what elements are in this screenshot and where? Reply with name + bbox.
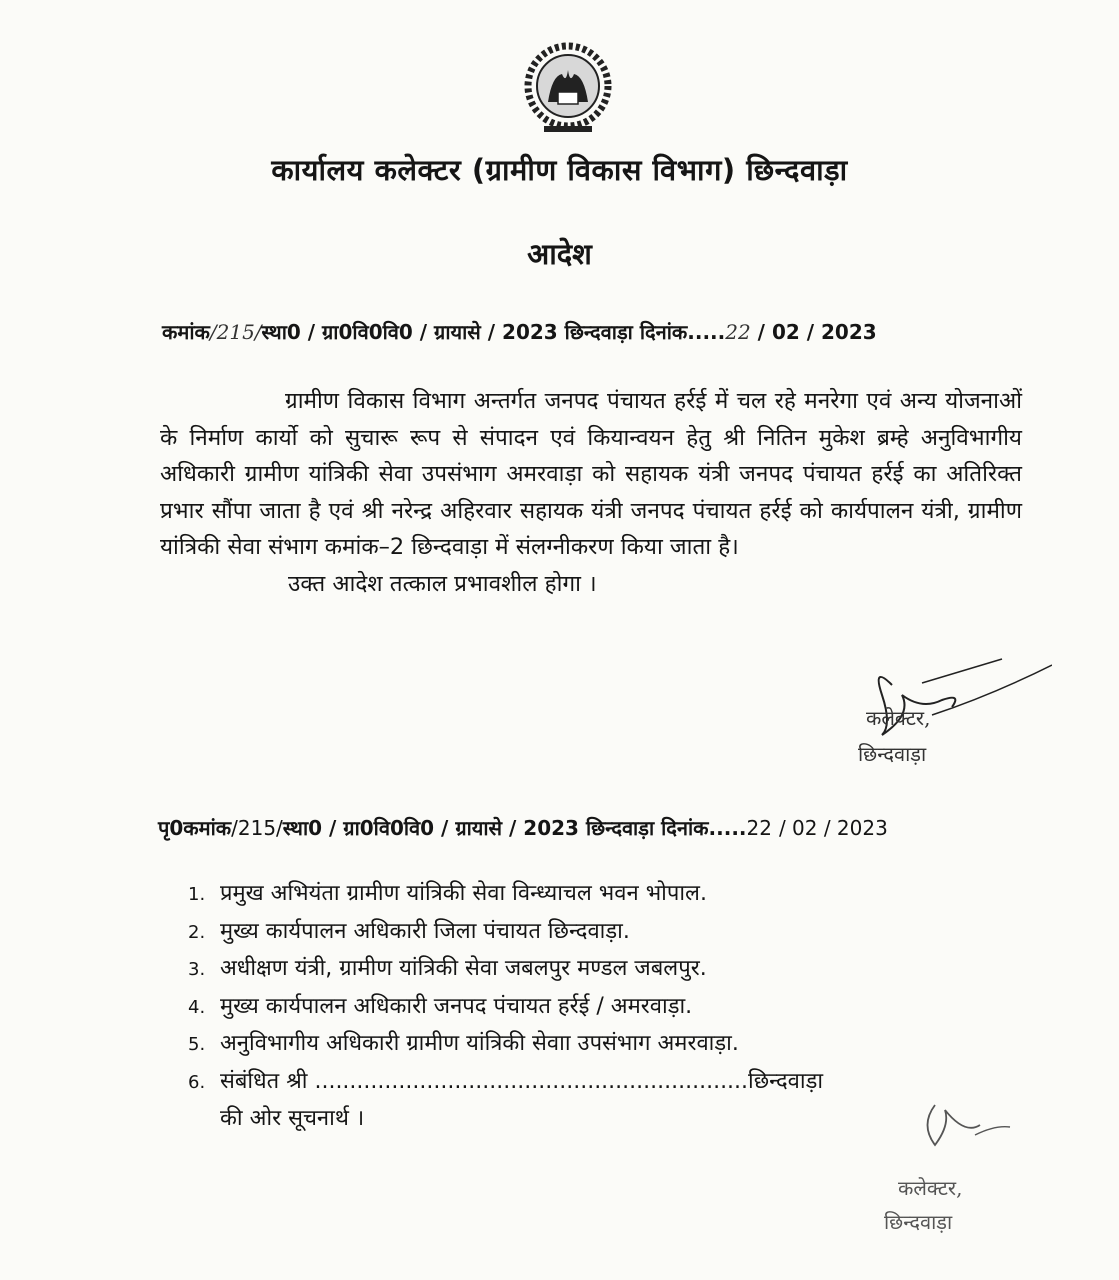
distribution-closing: की ओर सूचनार्थ । (220, 1106, 365, 1131)
copy-reference-line (158, 814, 1058, 841)
list-item: 6. संबंधित श्री ..............................................................छिन्दवाड़ा (188, 1068, 824, 1094)
reference-handwritten-day: 22 (725, 320, 751, 344)
order-paragraph: ग्रामीण विकास विभाग अन्तर्गत जनपद पंचायत हर्रई में चल रहे मनरेगा एवं अन्य योजनाओं के निर्माण कार्यो को सुचारू रूप से संपादन एवं कियान्वयन हेतु श्री नितिन मुकेश ब्रम्हे अनुविभागीय अधिकारी ग्रामीण यांत्रिकी सेवा उपसंभाग अमरवाड़ा को सहायक यंत्री जनपद पंचायत हर्रई का अतिरिक्त प्रभार सौंपा जाता है एवं श्री नरेन्द्र अहिरवार सहायक यंत्री जनपद पंचायत हर्रई को कार्यपालन यंत्री, ग्रामीण यांत्रिकी सेवा संभाग कमांक–2 छिन्दवाड़ा में संलग्नीकरण किया जाता है। (160, 388, 1022, 560)
order-reference-line (162, 318, 1062, 345)
reference-date-suffix: / 02 / 2023 (757, 320, 877, 344)
signature1-place: छिन्दवाड़ा (858, 742, 927, 766)
order-heading: आदेश (527, 237, 592, 271)
copy-reference-handwritten-number: /215/ (231, 816, 283, 840)
signature2-designation: कलेक्टर, (898, 1176, 963, 1200)
list-item: 5. अनुविभागीय अधिकारी ग्रामीण यांत्रिकी सेवाा उपसंभाग अमरवाड़ा. (188, 1031, 739, 1056)
office-title: कार्यालय कलेक्टर (ग्रामीण विकास विभाग) छिन्दवाड़ा (271, 153, 848, 187)
reference-prefix: कमांक (162, 320, 210, 344)
list-item: 3. अधीक्षण यंत्री, ग्रामीण यांत्रिकी सेवा जबलपुर मण्डल जबलपुर. (188, 956, 707, 981)
order-body (160, 383, 1022, 602)
copy-reference-date-suffix: / 02 / 2023 (778, 816, 888, 840)
list-item: 4. मुख्य कार्यपालन अधिकारी जनपद पंचायत हर्रई / अमरवाड़ा. (188, 993, 693, 1019)
copy-reference-handwritten-day: 22 (746, 816, 772, 840)
collector-signature-2 (905, 1095, 1015, 1155)
copy-reference-body: स्था0 / ग्रा0वि0वि0 / ग्रायासे / 2023 छिन्दवाड़ा दिनांक..... (282, 816, 747, 840)
reference-handwritten-number: /215/ (209, 320, 262, 344)
signature2-place: छिन्दवाड़ा (884, 1210, 953, 1234)
government-emblem (522, 40, 614, 140)
reference-body: स्था0 / ग्रा0वि0वि0 / ग्रायासे / 2023 छिन्दवाड़ा दिनांक..... (261, 320, 726, 344)
order-closing-line: उक्त आदेश तत्काल प्रभावशील होगा । (288, 570, 597, 597)
list-item: 1. प्रमुख अभियंता ग्रामीण यांत्रिकी सेवा विन्ध्याचल भवन भोपाल. (188, 881, 707, 906)
list-item: 2. मुख्य कार्यपालन अधिकारी जिला पंचायत छिन्दवाड़ा. (188, 918, 630, 944)
distribution-list (188, 876, 948, 1138)
copy-reference-prefix: पृ0कमांक (158, 816, 232, 840)
signature1-designation: कलेक्टर, (866, 706, 931, 730)
